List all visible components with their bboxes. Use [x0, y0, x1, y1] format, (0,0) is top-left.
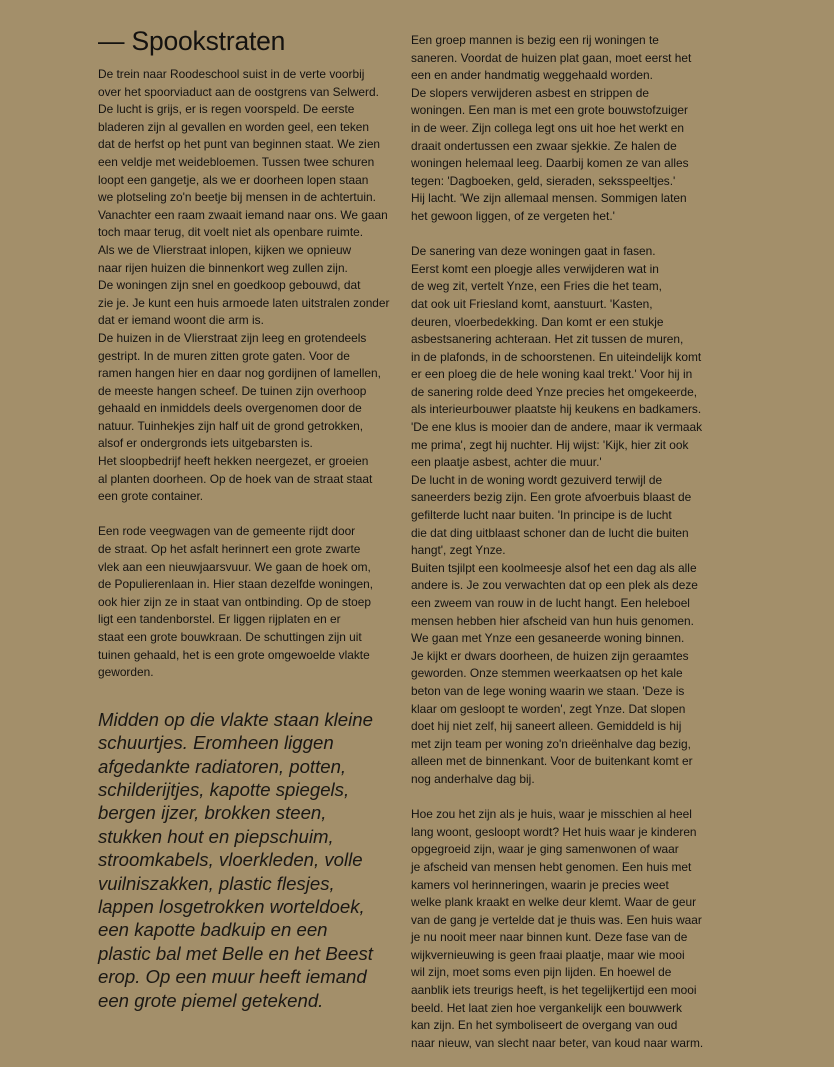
text-line: De lucht in de woning wordt gezuiverd terwijl de	[411, 472, 663, 487]
text-line: met zijn team per woning zo'n drieënhalve dag bezig,	[411, 736, 691, 751]
paragraph-gap	[411, 226, 716, 244]
text-line: dat de herfst op het punt van beginnen staat. We zien	[98, 137, 381, 152]
text-line: De slopers verwijderen asbest en strippen de	[411, 85, 649, 100]
text-line: ligt een tandenborstel. Er liggen rijplaten en er	[98, 612, 341, 627]
text-line: wil zijn, moet soms even pijn lijden. En hoewel de	[411, 965, 672, 980]
text-line: een en ander handmatig weggehaald worden.	[411, 68, 653, 83]
text-line: Als we de Vlierstraat inlopen, kijken we opnieuw	[98, 242, 352, 257]
text-line: naar rijen huizen die binnenkort weg zullen zijn.	[98, 260, 348, 275]
quote-line: afgedankte radiatoren, potten,	[98, 755, 347, 777]
text-line: we plotseling zo'n beetje bij mensen in de achtertuin.	[98, 190, 376, 205]
text-line: al planten doorheen. Op de hoek van de straat staat	[98, 471, 373, 486]
text-line: 'De ene klus is mooier dan de andere, maar ik vermaak	[411, 420, 703, 435]
text-line: Hij lacht. 'We zijn allemaal mensen. Sommigen laten	[411, 191, 687, 206]
text-line: tuinen gehaald, het is een grote omgewoelde vlakte	[98, 647, 370, 662]
text-line: De lucht is grijs, er is regen voorspeld. De eerste	[98, 102, 355, 117]
text-line: je afscheid van mensen hebt genomen. Een huis met	[411, 859, 692, 874]
text-line: naar nieuw, van slecht naar beter, van koud naar warm.	[411, 1035, 704, 1050]
text-line: die dat ding uitblaast schoner dan de lucht die buiten	[411, 525, 689, 540]
text-line: klaar om gesloopt te worden', zegt Ynze. Dat slopen	[411, 701, 686, 716]
text-line: gefilterde lucht naar buiten. 'In principe is de lucht	[411, 508, 672, 523]
text-line: De sanering van deze woningen gaat in fasen.	[411, 244, 656, 259]
text-line: hangt', zegt Ynze.	[411, 543, 506, 558]
text-line: tegen: 'Dagboeken, geld, sieraden, seksspeeltjes.'	[411, 173, 676, 188]
text-line: gehaald en inmiddels deels overgenomen door de	[98, 401, 362, 416]
quote-line: stroomkabels, vloerkleden, volle	[98, 849, 363, 871]
text-line: alsof er ondergronds iets uitgebarsten is.	[98, 436, 313, 451]
text-line: een grote container.	[98, 489, 204, 504]
text-line: de Populierenlaan in. Hier staan dezelfde woningen,	[98, 577, 373, 592]
text-line: opgegroeid zijn, waar je ging samenwonen of waar	[411, 842, 679, 857]
text-line: als interieurbouwer plaatste hij keukens en badkamers.	[411, 402, 702, 417]
text-line: De huizen in de Vlierstraat zijn leeg en grotendeels	[98, 330, 367, 345]
paragraph-gap	[411, 789, 716, 807]
text-line: Je kijkt er dwars doorheen, de huizen zijn geraamtes	[411, 648, 689, 663]
quote-line: lappen losgetrokken worteldoek,	[98, 896, 365, 918]
text-line: ramen hangen hier en daar nog gordijnen of lamellen,	[98, 366, 381, 381]
text-line: dat ook uit Friesland komt, aanstuurt. 'Kasten,	[411, 296, 653, 311]
text-line: kamers vol herinneringen, waarin je precies weet	[411, 877, 669, 892]
quote-line: een grote piemel getekend.	[98, 989, 324, 1011]
text-line: van de gang je vertelde dat je thuis was. Een huis waar	[411, 912, 702, 927]
article-title: — Spookstraten	[98, 26, 286, 56]
left-column	[98, 0, 398, 1012]
right-body-text	[411, 32, 716, 1052]
text-line: asbestsanering achteraan. Het zit tussen de muren,	[411, 332, 684, 347]
text-line: deuren, vloerbedekking. Dan komt er een stukje	[411, 314, 664, 329]
quote-line: schilderijtjes, kapotte spiegels,	[98, 779, 350, 800]
text-line: staat een grote bouwkraan. De schuttingen zijn uit	[98, 630, 362, 644]
text-line: aanblik iets treurigs heeft, is het tegelijkertijd een mooi	[411, 983, 697, 998]
text-line: We gaan met Ynze een gesaneerde woning binnen.	[411, 631, 685, 646]
text-line: de weg zit, vertelt Ynze, een Fries die het team,	[411, 279, 662, 294]
quote-line: bergen ijzer, brokken steen,	[98, 802, 327, 824]
text-line: mensen hebben hier afscheid van hun huis genomen.	[411, 613, 694, 628]
text-line: kan zijn. En het symboliseert de overgang van oud	[411, 1018, 678, 1033]
text-line: Vanachter een raam zwaait iemand naar ons. We gaan	[98, 207, 388, 222]
text-line: in de plafonds, in de schoorstenen. En uiteindelijk komt	[411, 349, 702, 364]
text-line: andere is. Je zou verwachten dat op een plek als deze	[411, 578, 698, 593]
text-line: nog anderhalve dag bij.	[411, 771, 535, 786]
text-line: Het sloopbedrijf heeft hekken neergezet, er groeien	[98, 454, 369, 469]
text-line: je nu nooit meer naar binnen kunt. Deze fase van de	[411, 930, 688, 945]
text-line: Buiten tsjilpt een koolmeesje alsof het een dag als alle	[411, 560, 697, 575]
text-line: het gewoon liggen, of ze vergeten het.'	[411, 208, 615, 223]
text-line: een zweem van rouw in de lucht hangt. Een heleboel	[411, 596, 690, 610]
text-line: saneren. Voordat de huizen plat gaan, moet eerst het	[411, 50, 692, 65]
text-line: welke plank kraakt en welke deur klemt. Waar de geur	[411, 895, 697, 910]
left-body-text	[98, 66, 398, 682]
text-line: Hoe zou het zijn als je huis, waar je misschien al heel	[411, 807, 692, 822]
text-line: doet hij niet zelf, hij saneert alleen. Gemiddeld is hij	[411, 719, 682, 734]
pull-quote	[98, 708, 398, 1012]
text-line: in de weer. Zijn collega legt ons uit hoe het werkt en	[411, 120, 684, 135]
paragraph-gap	[98, 506, 398, 524]
text-line: De woningen zijn snel en goedkoop gebouwd, dat	[98, 278, 361, 293]
text-line: dat er iemand woont die arm is.	[98, 313, 264, 328]
quote-line: schuurtjes. Eromheen liggen	[98, 732, 334, 754]
text-line: de straat. Op het asfalt herinnert een grote zwarte	[98, 542, 361, 557]
text-line: vlek aan een nieuwjaarsvuur. We gaan de hoek om,	[98, 559, 371, 574]
text-line: loopt een gangetje, als we er doorheen lopen staan	[98, 172, 369, 187]
text-line: een veldje met weidebloemen. Tussen twee schuren	[98, 154, 375, 169]
text-line: Een groep mannen is bezig een rij woningen te	[411, 33, 659, 47]
text-line: woningen helemaal leeg. Daarbij komen ze van alles	[411, 156, 689, 171]
quote-line: stukken hout en piepschuim,	[98, 825, 334, 847]
text-line: alleen met de binnenkant. Voor de buitenkant komt er	[411, 754, 693, 769]
text-line: er een ploeg die de hele woning kaal trekt.' Voor hij in	[411, 367, 693, 382]
quote-line: vuilniszakken, plastic flesjes,	[98, 872, 335, 894]
text-line: bladeren zijn al gevallen en worden geel, een teken	[98, 119, 370, 134]
quote-line: een kapotte badkuip en een	[98, 919, 328, 941]
text-line: zie je. Je kunt een huis armoede laten uitstralen zonder	[98, 295, 390, 310]
text-line: de meeste hangen scheef. De tuinen zijn overhoop	[98, 383, 367, 398]
quote-line: Midden op die vlakte staan kleine	[98, 708, 373, 730]
text-line: natuur. Tuinhekjes zijn half uit de grond getrokken,	[98, 418, 364, 433]
text-line: Een rode veegwagen van de gemeente rijdt door	[98, 524, 356, 539]
text-line: De trein naar Roodeschool suist in de verte voorbij	[98, 67, 365, 81]
text-line: gestript. In de muren zitten grote gaten. Voor de	[98, 348, 350, 363]
text-line: een plaatje asbest, achter die muur.'	[411, 455, 602, 470]
text-line: wijkvernieuwing is geen fraai plaatje, maar wie mooi	[411, 947, 685, 962]
text-line: over het spoorviaduct aan de oostgrens van Selwerd.	[98, 84, 379, 99]
text-line: beeld. Het laat zien hoe vergankelijk een bouwwerk	[411, 1000, 683, 1015]
text-line: de sanering rolde deed Ynze precies het omgekeerde,	[411, 384, 698, 399]
quote-line: plastic bal met Belle en het Beest	[98, 942, 373, 964]
text-line: Eerst komt een ploegje alles verwijderen wat in	[411, 261, 659, 276]
text-line: lang woont, gesloopt wordt? Het huis waar je kinderen	[411, 824, 697, 839]
text-line: me prima', zegt hij nuchter. Hij wijst: 'Kijk, hier zit ook	[411, 437, 689, 452]
text-line: beton van de lege woning waarin we staan. 'Deze is	[411, 683, 685, 698]
text-line: woningen. Een man is met een grote bouwstofzuiger	[411, 103, 688, 118]
text-line: ook hier zijn ze in staat van ontbinding. Op de stoep	[98, 594, 371, 609]
text-line: toch maar terug, dit voelt niet als openbare ruimte.	[98, 225, 364, 240]
text-line: saneerders bezig zijn. Een grote afvoerbuis blaast de	[411, 490, 692, 505]
text-line: geworden.	[98, 665, 154, 680]
quote-line: erop. Op een muur heeft iemand	[98, 966, 367, 988]
text-line: geworden. Onze stemmen weerkaatsen op het kale	[411, 666, 683, 681]
right-column	[411, 0, 716, 1052]
text-line: draait ondertussen een zwaar sjekkie. Ze halen de	[411, 138, 677, 153]
